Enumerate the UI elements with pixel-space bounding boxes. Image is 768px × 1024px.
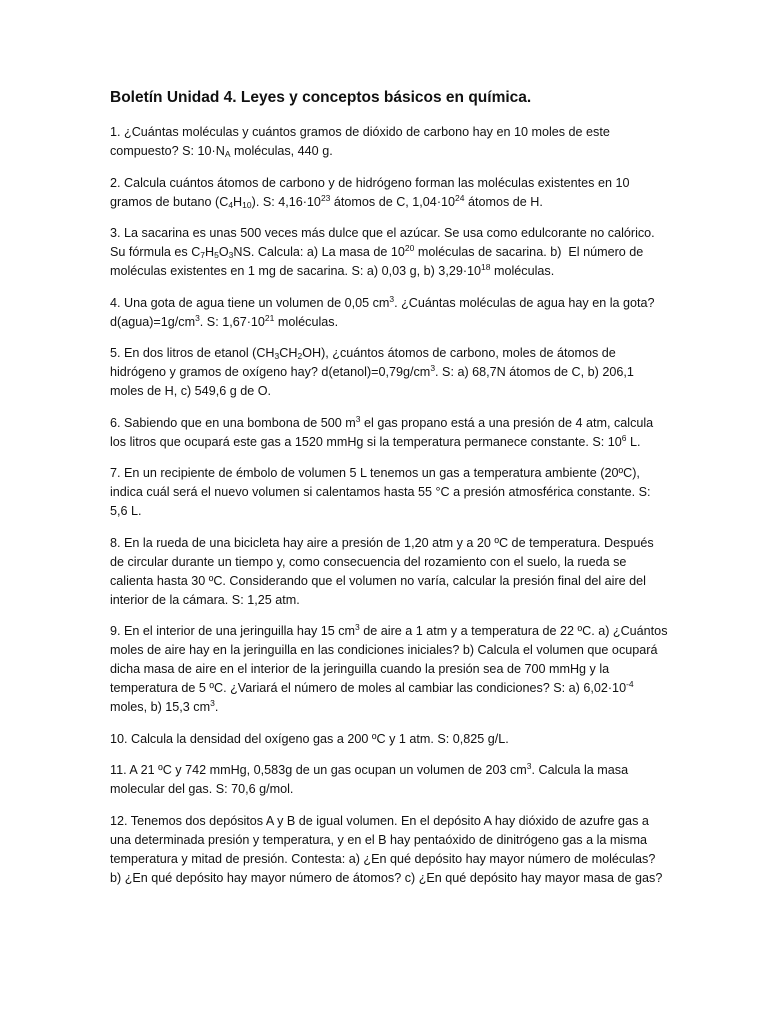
problem-text: Calcula cuántos átomos de carbono y de hidrógeno forman las moléculas existentes en 10 gramos de butano $(C_4H_{10})$. S: $4,16\cdot 10^{23}$ átomos de C, $1,04\cdot 10^{24}$ átomos de H. [110, 175, 630, 210]
problem-text: Sabiendo que en una bombona de 500 $m^3$ el gas propano está a una presión de 4 atm, calcula los litros que ocupará este gas a 1520 mmHg si la temperatura permanece constante. S: $10^6$ L. [110, 413, 654, 449]
problem-number: 6. [110, 415, 125, 430]
problem-8 [110, 534, 668, 610]
problem-number: 1. [110, 125, 125, 139]
problem-7 [110, 464, 668, 521]
problem-number: 7. [110, 466, 125, 480]
problem-text: La sacarina es unas 500 veces más dulce que el azúcar. Se usa como edulcorante no calórico. Su fórmula es $C_7H_5O_3NS$. Calcula: a) La masa de $10^{20}$ moléculas de sacarina. b) El número de moléculas existentes en 1 mg de sacarina. S: a) 0,03 g, b) $3,29\cdot 10^{18}$ moléculas. [110, 226, 655, 278]
problem-text: En dos litros de etanol $(CH_3CH_2OH)$, ¿cuántos átomos de carbono, moles de átomos de hidrógeno y gramos de oxígeno hay? $d(etanol)=0,79g/cm^3$. S: a) 68,7N átomos de C, b) 206,1 moles de H, c) 549,6 g de O. [110, 346, 634, 398]
problem-number: 4. [110, 295, 125, 310]
problem-number: 11. [110, 763, 130, 777]
problem-number: 9. [110, 624, 125, 638]
problem-number: 8. [110, 535, 125, 550]
problem-number: 5. [110, 346, 125, 360]
problem-1 [110, 123, 668, 161]
problem-3 [110, 224, 668, 281]
problem-text: ¿Cuántas moléculas y cuántos gramos de dióxido de carbono hay en 10 moles de este compuesto? S: $10\cdot N_A$ moléculas, 440 g. [110, 125, 610, 159]
problem-9 [110, 622, 668, 717]
problem-number: 3. [110, 226, 125, 240]
problem-6 [110, 414, 668, 452]
problem-text: Una gota de agua tiene un volumen de 0,05 $cm^3$. ¿Cuántas moléculas de agua hay en la gota? $d(agua)=1g/cm^3$. S: $1,67\cdot 10^{21}$ moléculas. [110, 293, 655, 329]
problem-5 [110, 344, 668, 401]
problem-number: 10. [110, 731, 132, 746]
problem-10 [110, 730, 668, 749]
document-title: Boletín Unidad 4. Leyes y conceptos básicos en química. [110, 89, 532, 106]
problem-text: A 21 ºC y 742 mmHg, 0,583g de un gas ocupan un volumen de 203 $cm^3$. Calcula la masa molecular del gas. S: 70,6 g/mol. [110, 761, 629, 796]
problem-text: Calcula la densidad del oxígeno gas a 200 ºC y 1 atm. S: 0,825 g/L. [131, 731, 509, 746]
problem-text: En el interior de una jeringuilla hay 15 $cm^3$ de aire a 1 atm y a temperatura de 22 ºC. a) ¿Cuántos moles de aire hay en la jeringuilla en las condiciones iniciales? b) Calcula el volumen que ocupará dicha masa de aire en el interior de la jeringuilla cuando la presión sea de 700 mmHg y la temperatura de 5 ºC. ¿Variará el número de moles al cambiar las condiciones? S: a) $6,02\cdot 10^{-4}$ moles, b) 15,3 $cm^3$. [110, 622, 668, 714]
problem-number: 2. [110, 175, 125, 190]
problem-12 [110, 812, 668, 888]
problem-11 [110, 761, 668, 799]
problem-4 [110, 294, 668, 332]
problem-2 [110, 174, 668, 212]
problem-text: En un recipiente de émbolo de volumen 5 L tenemos un gas a temperatura ambiente (20ºC), indica cuál será el nuevo volumen si calentamos hasta 55 °C a presión atmosférica constante. S: 5,6 L. [110, 466, 651, 518]
problem-number: 12. [110, 813, 131, 828]
problem-text: En la rueda de una bicicleta hay aire a presión de 1,20 atm y a 20 ºC de temperatura. Después de circular durante un tiempo y, como consecuencia del rozamiento con el suelo, la rueda se calienta hasta 30 ºC. Considerando que el volumen no varía, calcular la presión final del aire del interior de la cámara. S: 1,25 atm. [110, 535, 654, 607]
problem-list [110, 123, 668, 888]
problem-text: Tenemos dos depósitos A y B de igual volumen. En el depósito A hay dióxido de azufre gas a una determinada presión y temperatura, y en el B hay pentaóxido de dinitrógeno gas a la misma temperatura y mitad de presión. Contesta: a) ¿En qué depósito hay mayor número de moléculas? b) ¿En qué depósito hay mayor número de átomos? c) ¿En qué depósito hay mayor masa de gas? [110, 813, 663, 885]
